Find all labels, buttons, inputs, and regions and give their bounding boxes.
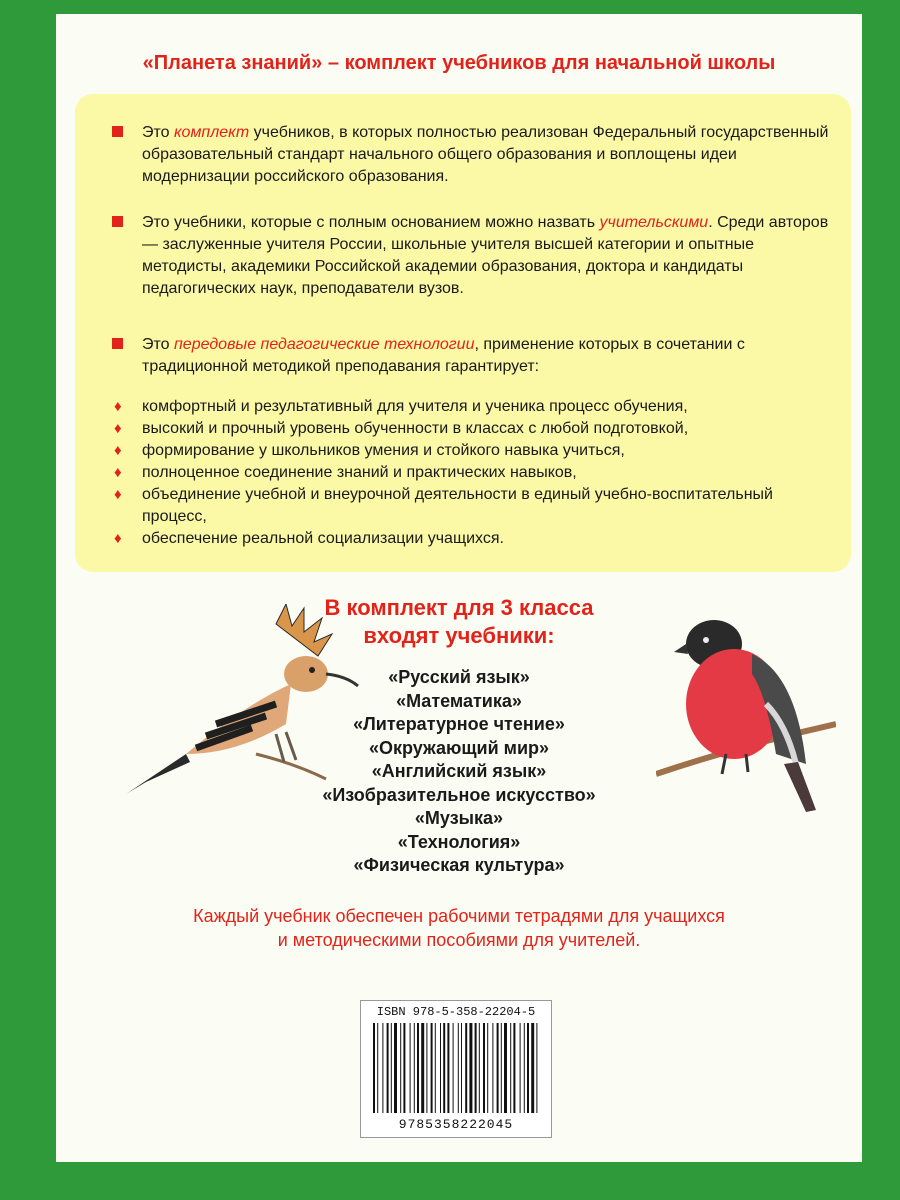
- square-bullet-icon: [112, 126, 123, 137]
- page-title: «Планета знаний» – комплект учебников для начальной школы: [142, 52, 776, 74]
- barcode-bar: [382, 1023, 383, 1113]
- barcode-bar: [417, 1023, 419, 1113]
- cover-page: [56, 14, 862, 1162]
- diamond-bullet-icon: ♦: [114, 464, 122, 481]
- barcode-bar: [501, 1023, 502, 1113]
- list-item: «Русский язык»: [388, 667, 530, 687]
- benefits-list: [114, 396, 832, 550]
- barcode-bar: [403, 1023, 405, 1113]
- paragraph-set: Это комплект учебников, в которых полностью реализован Федеральный государственный образовательный стандарт начального общего образования и воплощены идеи модернизации российского образования.: [142, 122, 842, 188]
- barcode-bar: [487, 1023, 488, 1113]
- list-item: «Окружающий мир»: [368, 737, 550, 758]
- barcode-bar: [373, 1023, 375, 1113]
- barcode-bar: [377, 1023, 378, 1113]
- barcode-bar: [513, 1023, 515, 1113]
- barcode-bar: [479, 1023, 480, 1113]
- diamond-bullet-icon: ♦: [114, 420, 122, 437]
- emphasis-technologies: передовые педагогические технологии: [174, 336, 475, 353]
- barcode-bar: [426, 1023, 427, 1113]
- list-item: «Музыка»: [414, 808, 504, 828]
- barcode-bar: [391, 1023, 392, 1113]
- barcode-bar: [387, 1023, 389, 1113]
- barcode-bar: [504, 1023, 507, 1113]
- barcode-bars: [371, 1023, 541, 1113]
- barcode-bar: [458, 1023, 459, 1113]
- barcode-bar: [475, 1023, 477, 1113]
- set-heading: В комплект для 3 класса входят учебники:: [324, 595, 594, 648]
- workbooks-note: Каждый учебник обеспечен рабочими тетрадями для учащихся и методическими пособиями для учителей.: [193, 906, 725, 950]
- square-bullet-icon: [112, 216, 123, 227]
- isbn-label: ISBN 978-5-358-22204-5: [376, 1005, 536, 1019]
- emphasis-set: комплект: [174, 124, 250, 141]
- list-item: ♦ обеспечение реальной социализации учащихся.: [142, 528, 832, 550]
- list-item: ♦ объединение учебной и внеурочной деятельности в единый учебно-воспитательный процесс,: [114, 486, 773, 525]
- barcode-bar: [443, 1023, 445, 1113]
- barcode-bar: [400, 1023, 401, 1113]
- list-item: ♦ комфортный и результативный для учителя и ученика процесс обучения,: [142, 396, 832, 418]
- barcode-bar: [394, 1023, 397, 1113]
- barcode-bar: [536, 1023, 537, 1113]
- list-item: «Английский язык»: [371, 761, 547, 781]
- barcode-bar: [435, 1023, 436, 1113]
- barcode-bar: [497, 1023, 499, 1113]
- list-item: ♦ формирование у школьников умения и стойкого навыка учиться,: [142, 440, 832, 462]
- barcode-bar: [414, 1023, 415, 1113]
- barcode-bar: [527, 1023, 529, 1113]
- list-item: «Литературное чтение»: [353, 714, 565, 734]
- barcode-bar: [431, 1023, 433, 1113]
- barcode-bar: [421, 1023, 424, 1113]
- barcode-bar: [483, 1023, 485, 1113]
- isbn-barcode: [360, 1000, 552, 1138]
- barcode-bar: [410, 1023, 411, 1113]
- textbook-list: [256, 666, 662, 878]
- barcode-digits: 9785358222045: [398, 1117, 514, 1132]
- barcode-bar: [531, 1023, 534, 1113]
- barcode-bar: [492, 1023, 493, 1113]
- barcode-bar: [524, 1023, 525, 1113]
- list-item: «Изобразительное искусство»: [322, 784, 596, 805]
- barcode-bar: [440, 1023, 441, 1113]
- diamond-bullet-icon: ♦: [114, 530, 122, 547]
- diamond-bullet-icon: ♦: [114, 486, 122, 503]
- list-item: «Технология»: [397, 831, 521, 852]
- emphasis-teachers: учительскими: [599, 214, 709, 231]
- paragraph-teachers: Это учебники, которые с полным основанием можно назвать учительскими. Среди авторов — заслуженные учителя России, школьные учителя высшей категории и опытные методисты, академики Российской академии образования, доктора и кандидаты педагогических наук, преподаватели вузов.: [142, 212, 842, 300]
- diamond-bullet-icon: ♦: [114, 442, 122, 459]
- list-item: «Физическая культура»: [353, 855, 565, 875]
- barcode-bar: [447, 1023, 449, 1113]
- square-bullet-icon: [112, 338, 123, 349]
- barcode-bar: [465, 1023, 467, 1113]
- list-item: «Математика»: [396, 690, 522, 711]
- list-item: ♦ высокий и прочный уровень обученности в классах с любой подготовкой,: [142, 418, 832, 440]
- list-item: ♦ полноценное соединение знаний и практических навыков,: [142, 462, 832, 484]
- barcode-bar: [461, 1023, 462, 1113]
- barcode-bar: [469, 1023, 472, 1113]
- barcode-bar: [520, 1023, 521, 1113]
- paragraph-technologies: Это передовые педагогические технологии, применение которых в сочетании с традиционной методикой преподавания гарантирует:: [142, 334, 842, 378]
- barcode-bar: [453, 1023, 454, 1113]
- barcode-bar: [510, 1023, 511, 1113]
- diamond-bullet-icon: ♦: [114, 398, 122, 415]
